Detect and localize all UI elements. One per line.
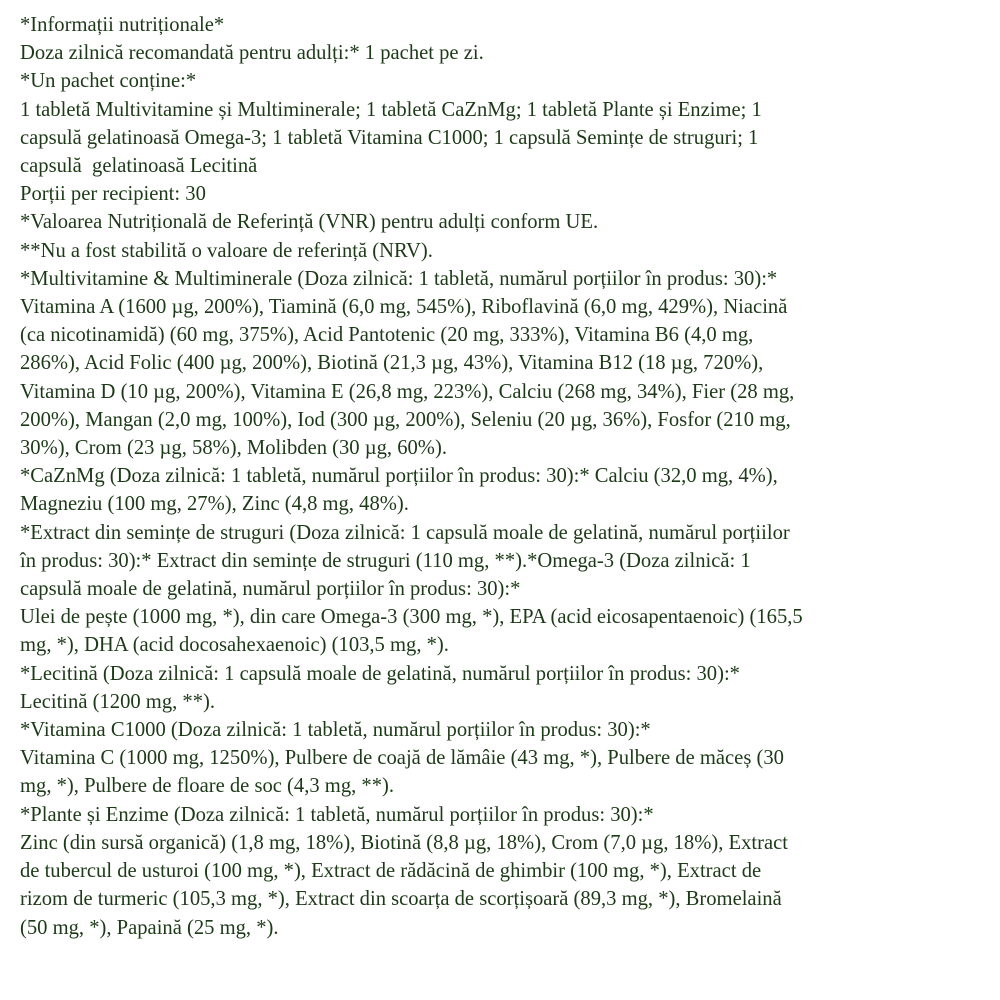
multivitamins-line: Vitamina D (10 µg, 200%), Vitamina E (26,8 mg, 223%), Calciu (268 mg, 34%), Fier (28 mg,	[20, 380, 795, 403]
vitamin-c1000-line: Vitamina C (1000 mg, 1250%), Pulbere de coajă de lămâie (43 mg, *), Pulbere de măceș (30	[20, 747, 784, 770]
heading-multivitamins: *Multivitamine & Multiminerale (Doza zilnică: 1 tabletă, numărul porțiilor în produs: 30):*	[20, 267, 778, 290]
omega3-heading-line: capsulă moale de gelatină, numărul porțiilor în produs: 30):*	[20, 578, 521, 601]
nutrition-info-document	[20, 11, 988, 942]
grape-seed-line: în produs: 30):* Extract din semințe de struguri (110 mg, **).*Omega-3 (Doza zilnică: 1	[20, 549, 751, 572]
footnote-vnr: *Valoarea Nutrițională de Referință (VNR) pentru adulți conform UE.	[20, 211, 599, 234]
pack-contents-line: capsulă gelatinoasă Lecitină	[20, 155, 258, 178]
cazncmg-line: *CaZnMg (Doza zilnică: 1 tabletă, numărul porțiilor în produs: 30):* Calciu (32,0 mg, 4%),	[20, 465, 778, 488]
multivitamins-line: (ca nicotinamidă) (60 mg, 375%), Acid Pantotenic (20 mg, 333%), Vitamina B6 (4,0 mg,	[20, 324, 754, 347]
footnote-nrv: **Nu a fost stabilită o valoare de referință (NRV).	[20, 239, 433, 262]
pack-contents-line: 1 tabletă Multivitamine și Multiminerale; 1 tabletă CaZnMg; 1 tabletă Plante și Enzime; 1	[20, 98, 762, 121]
omega3-line: Ulei de pește (1000 mg, *), din care Omega-3 (300 mg, *), EPA (acid eicosapentaenoic) (165,5	[20, 606, 803, 629]
plants-enzymes-line: (50 mg, *), Papaină (25 mg, *).	[20, 916, 279, 939]
vitamin-c1000-line: mg, *), Pulbere de floare de soc (4,3 mg, **).	[20, 775, 395, 798]
multivitamins-line: 286%), Acid Folic (400 µg, 200%), Biotină (21,3 µg, 43%), Vitamina B12 (18 µg, 720%),	[20, 352, 764, 375]
multivitamins-line: Vitamina A (1600 µg, 200%), Tiamină (6,0 mg, 545%), Riboflavină (6,0 mg, 429%), Niacină	[20, 296, 788, 319]
lecithin-line: Lecitină (1200 mg, **).	[20, 690, 216, 713]
omega3-line: mg, *), DHA (acid docosahexaenoic) (103,5 mg, *).	[20, 634, 449, 657]
heading-pack-contents: *Un pachet conține:*	[20, 70, 197, 93]
plants-enzymes-line: de tubercul de usturoi (100 mg, *), Extract de rădăcină de ghimbir (100 mg, *), Extract de	[20, 860, 762, 883]
plants-enzymes-line: Zinc (din sursă organică) (1,8 mg, 18%), Biotină (8,8 µg, 18%), Crom (7,0 µg, 18%), Extract	[20, 831, 788, 854]
heading-nutrition-info: *Informații nutriționale*	[20, 14, 225, 36]
pack-contents-line: capsulă gelatinoasă Omega-3; 1 tabletă Vitamina C1000; 1 capsulă Semințe de struguri; 1	[20, 126, 759, 149]
cazncmg-line: Magneziu (100 mg, 27%), Zinc (4,8 mg, 48%).	[20, 493, 409, 516]
multivitamins-line: 200%), Mangan (2,0 mg, 100%), Iod (300 µg, 200%), Seleniu (20 µg, 36%), Fosfor (210 mg,	[20, 408, 791, 431]
heading-vitamin-c1000: *Vitamina C1000 (Doza zilnică: 1 tabletă, numărul porțiilor în produs: 30):*	[20, 719, 651, 742]
daily-dose-line: Doza zilnică recomandată pentru adulți:* 1 pachet pe zi.	[20, 42, 484, 65]
heading-plants-enzymes: *Plante și Enzime (Doza zilnică: 1 tabletă, numărul porțiilor în produs: 30):*	[20, 803, 654, 826]
multivitamins-line: 30%), Crom (23 µg, 58%), Molibden (30 µg, 60%).	[20, 437, 447, 460]
servings-per-container: Porții per recipient: 30	[20, 183, 206, 206]
grape-seed-line: *Extract din semințe de struguri (Doza zilnică: 1 capsulă moale de gelatină, numărul porțiilor	[20, 521, 790, 544]
plants-enzymes-line: rizom de turmeric (105,3 mg, *), Extract din scoarța de scorțișoară (89,3 mg, *), Bromelaină	[20, 888, 782, 911]
heading-lecithin: *Lecitină (Doza zilnică: 1 capsulă moale de gelatină, numărul porțiilor în produs: 30):*	[20, 662, 740, 685]
